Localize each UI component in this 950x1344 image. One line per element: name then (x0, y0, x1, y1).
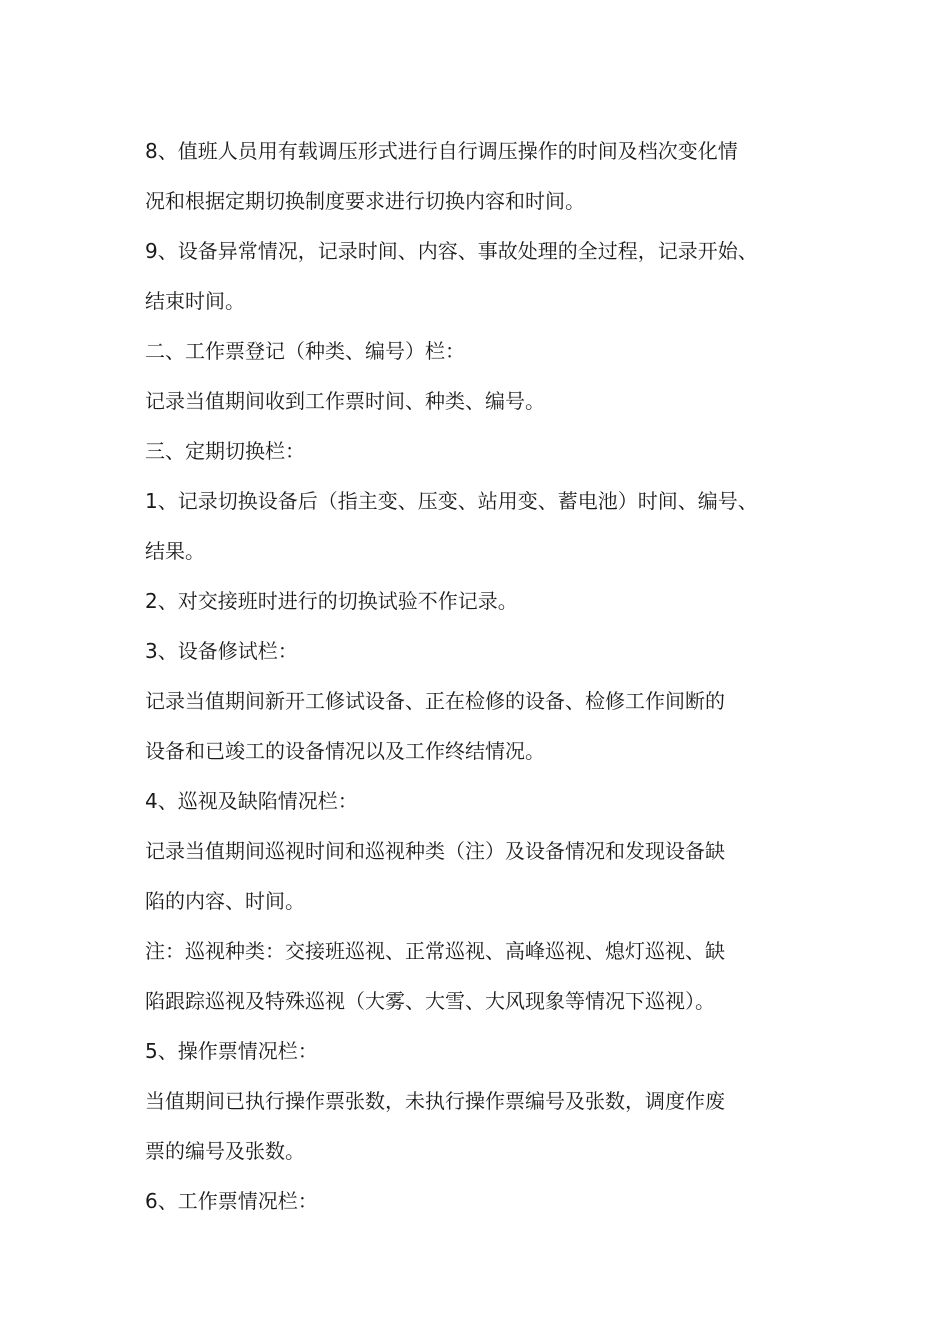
text-line-6: 记录当值期间收到工作票时间、种类、编号。 (145, 389, 545, 413)
text-line-10: 2、对交接班时进行的切换试验不作记录。 (145, 589, 518, 613)
section-heading-periodic-switching: 三、定期切换栏： (145, 439, 305, 463)
text-line-15: 记录当值期间巡视时间和巡视种类（注）及设备情况和发现设备缺 (145, 839, 725, 863)
text-line-16: 陷的内容、时间。 (145, 889, 305, 913)
text-line-12: 记录当值期间新开工修试设备、正在检修的设备、检修工作间断的 (145, 689, 725, 713)
text-line-21: 票的编号及张数。 (145, 1139, 305, 1163)
text-line-4: 结束时间。 (145, 289, 245, 313)
text-line-20: 当值期间已执行操作票张数，未执行操作票编号及张数，调度作废 (145, 1089, 725, 1113)
subheading-inspection-defects: 4、巡视及缺陷情况栏： (145, 789, 358, 813)
note-line-2: 陷跟踪巡视及特殊巡视（大雾、大雪、大风现象等情况下巡视）。 (145, 989, 715, 1013)
section-heading-work-ticket-register: 二、工作票登记（种类、编号）栏： (145, 339, 465, 363)
text-line-3: 9、设备异常情况，记录时间、内容、事故处理的全过程，记录开始、 (145, 239, 758, 263)
subheading-work-ticket: 6、工作票情况栏： (145, 1189, 318, 1213)
text-line-8: 1、记录切换设备后（指主变、压变、站用变、蓄电池）时间、编号、 (145, 489, 758, 513)
document-body (145, 126, 835, 1226)
text-line-9: 结果。 (145, 539, 205, 563)
text-line-13: 设备和已竣工的设备情况以及工作终结情况。 (145, 739, 545, 763)
text-line-1: 8、值班人员用有载调压形式进行自行调压操作的时间及档次变化情 (145, 139, 738, 163)
note-line-1: 注：巡视种类：交接班巡视、正常巡视、高峰巡视、熄灯巡视、缺 (145, 939, 725, 963)
subheading-equipment-repair: 3、设备修试栏： (145, 639, 298, 663)
subheading-operation-ticket: 5、操作票情况栏： (145, 1039, 318, 1063)
text-line-2: 况和根据定期切换制度要求进行切换内容和时间。 (145, 189, 585, 213)
